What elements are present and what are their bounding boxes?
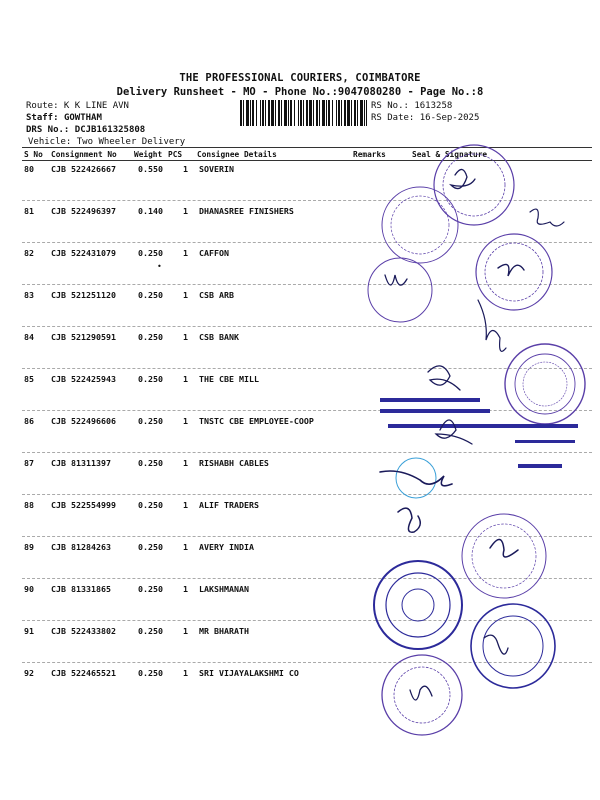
row-weight: 0.250 xyxy=(138,458,163,468)
row-consignee: MR BHARATH xyxy=(199,626,249,636)
row-consignment-no: CJB 81331865 xyxy=(51,584,111,594)
signature-83 xyxy=(498,264,524,276)
row-weight: 0.250 xyxy=(138,542,163,552)
drs-number: DCJB161325808 xyxy=(74,125,146,135)
staff-name: GOWTHAM xyxy=(63,113,102,123)
row-sno: 86 xyxy=(24,416,34,426)
row-separator xyxy=(22,200,592,201)
row-weight: 0.250 xyxy=(138,416,163,426)
row-pcs: 1 xyxy=(183,626,188,636)
row-weight: 0.250 xyxy=(138,668,163,678)
row-sno: 83 xyxy=(24,290,34,300)
row-pcs: 1 xyxy=(183,458,188,468)
row-sno: 88 xyxy=(24,500,34,510)
drs-label: DRS No.: xyxy=(26,125,70,135)
row-sno: 82 xyxy=(24,248,34,258)
header-bottom-rule xyxy=(22,160,592,161)
table-row xyxy=(0,206,600,218)
row-consignee: AVERY INDIA xyxy=(199,542,254,552)
row-consignment-no: CJB 522496606 xyxy=(51,416,116,426)
table-row xyxy=(0,290,600,302)
row-separator xyxy=(22,494,592,495)
row-consignee: TNSTC CBE EMPLOYEE-COOP xyxy=(199,416,314,426)
row-sno: 89 xyxy=(24,542,34,552)
signature-87 xyxy=(380,471,452,486)
col-remarks: Remarks xyxy=(353,150,386,159)
row-pcs: 1 xyxy=(183,206,188,216)
rs-info xyxy=(371,100,479,124)
col-consignment: Consignment No xyxy=(51,150,117,159)
row-consignee: THE CBE MILL xyxy=(199,374,259,384)
row-sno: 91 xyxy=(24,626,34,636)
row-consignee: ALIF TRADERS xyxy=(199,500,259,510)
row-separator xyxy=(22,662,592,663)
staff-label: Staff: xyxy=(26,113,59,123)
row-pcs: 1 xyxy=(183,290,188,300)
table-row xyxy=(0,668,600,680)
row-sno: 90 xyxy=(24,584,34,594)
row-separator xyxy=(22,452,592,453)
row-separator xyxy=(22,368,592,369)
row-consignment-no: CJB 522431079 xyxy=(51,248,116,258)
row-pcs: 1 xyxy=(183,668,188,678)
row-separator xyxy=(22,620,592,621)
row-pcs: 1 xyxy=(183,584,188,594)
header-top-rule xyxy=(22,147,592,148)
company-title: THE PROFESSIONAL COURIERS, COIMBATORE xyxy=(179,72,421,84)
row-consignment-no: CJB 522433802 xyxy=(51,626,116,636)
row-weight: 0.250 xyxy=(138,500,163,510)
row-consignee: CSB ARB xyxy=(199,290,234,300)
row-consignment-no: CJB 521251120 xyxy=(51,290,116,300)
row-consignment-no: CJB 81284263 xyxy=(51,542,111,552)
row-consignee: RISHABH CABLES xyxy=(199,458,269,468)
row-sno: 92 xyxy=(24,668,34,678)
row-weight: 0.250 xyxy=(138,332,163,342)
col-sno: S No xyxy=(24,150,43,159)
row-consignment-no: CJB 522425943 xyxy=(51,374,116,384)
rs-number: RS No.: 1613258 xyxy=(371,101,453,111)
row-weight: 0.250 xyxy=(138,626,163,636)
table-row xyxy=(0,626,600,638)
staff-info xyxy=(26,112,102,124)
row-consignment-no: CJB 522465521 xyxy=(51,668,116,678)
table-row xyxy=(0,374,600,386)
table-row xyxy=(0,500,600,512)
row-pcs: 1 xyxy=(183,332,188,342)
row-weight: 0.250 xyxy=(138,584,163,594)
table-row xyxy=(0,248,600,260)
row-weight: 0.250 xyxy=(138,248,163,258)
row-pcs: 1 xyxy=(183,542,188,552)
row-consignee: SOVERIN xyxy=(199,164,234,174)
row-separator xyxy=(22,410,592,411)
row-consignee: CSB BANK xyxy=(199,332,239,342)
table-row xyxy=(0,164,600,176)
row-pcs: 1 xyxy=(183,248,188,258)
tamil-stamp-text xyxy=(380,398,480,402)
row-consignee: LAKSHMANAN xyxy=(199,584,249,594)
signature-92 xyxy=(410,686,432,700)
col-consignee: Consignee Details xyxy=(197,150,277,159)
stray-ink-mark: • xyxy=(157,262,162,271)
row-consignment-no: CJB 522496397 xyxy=(51,206,116,216)
row-sno: 84 xyxy=(24,332,34,342)
row-consignment-no: CJB 521290591 xyxy=(51,332,116,342)
drs-info xyxy=(26,124,145,136)
row-consignment-no: CJB 522426667 xyxy=(51,164,116,174)
runsheet-subtitle: Delivery Runsheet - MO - Phone No.:9047080280 - Page No.:8 xyxy=(116,86,484,98)
row-pcs: 1 xyxy=(183,416,188,426)
table-row xyxy=(0,416,600,428)
row-consignee: DHANASREE FINISHERS xyxy=(199,206,294,216)
row-consignee: CAFFON xyxy=(199,248,229,258)
row-consignment-no: CJB 81311397 xyxy=(51,458,111,468)
row-pcs: 1 xyxy=(183,164,188,174)
row-sno: 87 xyxy=(24,458,34,468)
row-weight: 0.140 xyxy=(138,206,163,216)
route-info: Route: K K LINE AVN xyxy=(26,101,129,111)
row-separator xyxy=(22,242,592,243)
table-row xyxy=(0,458,600,470)
barcode xyxy=(240,100,367,126)
row-separator xyxy=(22,578,592,579)
row-sno: 81 xyxy=(24,206,34,216)
table-row xyxy=(0,542,600,554)
row-sno: 80 xyxy=(24,164,34,174)
row-pcs: 1 xyxy=(183,374,188,384)
vehicle-info: Vehicle: Two Wheeler Delivery xyxy=(28,137,186,147)
col-seal-signature: Seal & Signature xyxy=(412,150,488,159)
row-weight: 0.550 xyxy=(138,164,163,174)
row-separator xyxy=(22,326,592,327)
row-separator xyxy=(22,536,592,537)
row-weight: 0.250 xyxy=(138,290,163,300)
rs-date: RS Date: 16-Sep-2025 xyxy=(371,113,480,123)
col-weight: Weight xyxy=(134,150,163,159)
row-sno: 85 xyxy=(24,374,34,384)
row-separator xyxy=(22,284,592,285)
row-pcs: 1 xyxy=(183,500,188,510)
row-weight: 0.250 xyxy=(138,374,163,384)
row-consignment-no: CJB 522554999 xyxy=(51,500,116,510)
table-row xyxy=(0,332,600,344)
row-consignee: SRI VIJAYALAKSHMI CO xyxy=(199,668,299,678)
table-row xyxy=(0,584,600,596)
col-pcs: PCS xyxy=(168,150,183,159)
seal-stamp-92 xyxy=(382,655,462,735)
